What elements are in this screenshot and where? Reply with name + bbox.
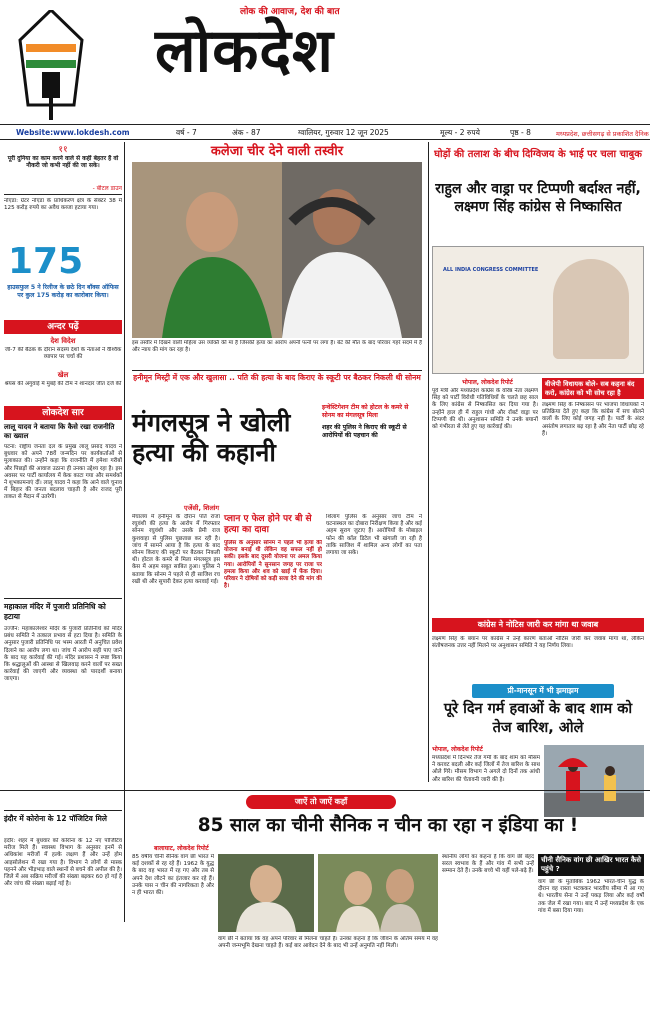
brief-item: नोएडा: ग्रेटर नोएडा के प्राधिकरण क्षेत्र के सेक्टर 38 में 125 करोड़ रुपये का अवैध कब्जा हटाया गया। bbox=[4, 198, 122, 212]
volume-year: वर्ष - 7 bbox=[176, 128, 197, 137]
page-count: पृष्ठ - 8 bbox=[510, 128, 531, 137]
issue-number: अंक - 87 bbox=[232, 128, 261, 137]
masthead-tagline: लोक की आवाज, देश की बात bbox=[240, 7, 340, 17]
price: मूल्य - 2 रुपये bbox=[440, 128, 480, 137]
kicker-text: हनीमून मिस्ट्री में एक और खुलासा .. पति की हत्या के बाद किराए के स्कूटी पर बैठकर निकली थी सोनम bbox=[133, 373, 421, 382]
stat-value: 175 bbox=[8, 241, 84, 282]
side-points bbox=[322, 404, 422, 504]
inside-section-header bbox=[4, 320, 122, 334]
right-headline: राहुल और वाड्रा पर टिप्पणी बर्दाश्त नहीं, लक्ष्मण सिंह कांग्रेस से निष्कासित bbox=[435, 181, 641, 215]
story-subhead: प्लान ए फेल होने पर बी से हत्या का दावा bbox=[224, 514, 312, 535]
saar-body: पटना: राष्ट्रीय जनता दल के प्रमुख लालू प्रसाद यादव ने बुधवार को अपने 78वें जन्मदिन पर कार्यकर्ताओं से मुलाकात की। उन्होंने कहा कि राजनीति में हमेशा गरीबों और पिछड़ों की आवाज उठाना ही उनका उद्देश्य रहा है। इस अवसर पर पार्टी कार्यालय में केक काटा गया और समर्थकों ने शुभकामनाएं दीं। लालू यादव ने कहा कि आने वाले चुनाव में बिहार की जनता बदलाव चाहती है और राजद पूरी ताकत से मैदान में उतरेगी। bbox=[4, 444, 122, 501]
right-body: पूर्व मंत्री और मध्यप्रदेश कांग्रेस के वरिष्ठ नेता लक्ष्मण सिंह को पार्टी विरोधी गतिविधियों के चलते छह साल के लिए कांग्रेस से निष्कासित कर दिया गया है। उन्होंने हाल ही में राहुल गांधी और रॉबर्ट वाड्रा पर टिप्पणी की थी। अनुशासन समिति ने उनके बयानों को गंभीरता से लेते हुए यह कार्रवाई की। bbox=[432, 388, 538, 431]
bottom-headline: 85 साल का चीनी सैनिक न चीन का रहा न इंडिया का ! bbox=[197, 815, 579, 836]
bottom-body-col3: स्थानीय लोगों का कहना है कि वांग छी बेहद सरल स्वभाव के हैं और गांव में सभी उन्हें सम्मान देते हैं। उनके बच्चे भी यहीं पले-बढ़े हैं। bbox=[442, 854, 534, 875]
quote-author: - बीटल डाउन bbox=[92, 185, 122, 192]
lead-headline: मंगलसूत्र ने खोली हत्या की कहानी bbox=[132, 408, 291, 467]
mahakal-body: उज्जैन: महाकालेश्वर मंदिर के पुजारी प्रतिनिधि को मंदिर प्रबंध समिति ने तत्काल प्रभाव से हटा दिया है। समिति के अनुसार पुजारी प्रतिनिधि पर भस्म आरती में अनुचित प्रवेश दिलाने का आरोप लगा था। जांच में आरोप सही पाए जाने के बाद यह कार्रवाई की गई। मंदिर प्रशासन ने स्पष्ट किया कि श्रद्धालुओं की आस्था से खिलवाड़ करने वालों पर सख्त कार्रवाई की जाएगी और व्यवस्था को पारदर्शी बनाया जाएगा। bbox=[4, 626, 122, 683]
saar-headline: लालू यादव ने बताया कि कैसे रखा राजनीति का ख्याल bbox=[4, 423, 115, 440]
column-divider bbox=[428, 142, 429, 782]
weather-byline: भोपाल, लोकदेश रिपोर्ट bbox=[432, 746, 483, 753]
ribbon-text: जाऐं तो जाऐं कहाँ bbox=[294, 797, 348, 806]
mahakal-headline: महाकाल मंदिर में पुजारी प्रतिनिधि को हटाया bbox=[4, 602, 106, 621]
indore-headline: इंदौर में कोरोना के 12 पॉजिटिव मिले bbox=[4, 814, 107, 823]
section-khel: खेल bbox=[57, 371, 69, 379]
bottom-body-col2: वांग छी ने बताया कि वह अपने परिवार से मिलना चाहते हैं। उनका कहना है कि जीवन के अंतिम समय में वह अपनी जन्मभूमि देखना चाहते हैं। कई बार आवेदन देने के बाद भी उन्हें अनुमति नहीं मिली। bbox=[218, 936, 438, 950]
stat-caption: हाउसफुल 5 ने रिलीज के छठे दिन बॉक्स ऑफिस पर कुल 175 करोड़ का कारोबार किया। bbox=[7, 284, 119, 299]
notice-body: लक्ष्मण सिंह के बयान पर कांग्रेस ने उन्हें कारण बताओ नोटिस जारी कर जवाब मांगा था, लेकिन संतोषजनक उत्तर नहीं मिलने पर अनुशासन समिति ने यह निर्णय लिया। bbox=[432, 636, 644, 650]
khel-teaser[interactable]: श्रेयस की अगुवाई में मुंबई की टीम ने शानदार जीत दर्ज की bbox=[4, 381, 122, 387]
bottom-photo-2 bbox=[318, 854, 438, 932]
bottom-photo-1 bbox=[218, 854, 314, 932]
weather-headline: पूरे दिन गर्म हवाओं के बाद शाम को तेज बारिश, ओले bbox=[443, 701, 633, 736]
edition-note: मध्यप्रदेश, छत्तीसगढ़ से प्रकाशित दैनिक bbox=[556, 130, 649, 138]
quote-text: पूरी दुनिया का काम करने वाले से कहीं बेहतर है वो नौकरी जो कभी नहीं की जा सके। bbox=[7, 155, 119, 170]
photo-title: कलेजा चीर देने वाली तस्वीर bbox=[210, 144, 344, 159]
weather-kicker-text: प्री-मानसून में भी झमाझम bbox=[507, 686, 579, 695]
bottom-ribbon bbox=[246, 795, 396, 809]
photo-caption: इस तस्वीर में दिखने वाली महिला उस व्यक्ति की मां है जिसकी हत्या का आरोप अपनी पत्नी पर लगा है। बेटे की मौत के बाद परिवार गहरे सदमे में है और न्याय की मांग कर रहा है। bbox=[132, 340, 422, 354]
notice-bar bbox=[432, 618, 644, 632]
story-byline: एजेंसी, शिलांग bbox=[184, 504, 220, 512]
divider bbox=[4, 598, 122, 599]
bjp-box bbox=[542, 378, 644, 614]
bottom-body-col1: 85 वर्षीय चीनी सैनिक वांग छी भारत में कई दशकों से रह रहे हैं। 1962 के युद्ध के बाद वह भारत में रह गए और तब से अपने देश लौटने का इंतजार कर रहे हैं। उनके पास न चीन की नागरिकता है और न ही भारत की। bbox=[132, 854, 214, 897]
bottom-side-box bbox=[538, 854, 644, 1020]
column-divider bbox=[124, 142, 125, 922]
letterhead-text: ALL INDIA CONGRESS COMMITTEE bbox=[443, 267, 539, 273]
bottom-byline: बालाघाट, लोकदेश रिपोर्ट bbox=[154, 845, 209, 852]
inside-section-label: अन्दर पढ़ें bbox=[47, 322, 79, 332]
indore-body: इंदौर: शहर में बुधवार को कोरोना के 12 नए पॉजिटिव मरीज मिले हैं। स्वास्थ्य विभाग के अनुसार इनमें से अधिकांश मरीजों में हल्के लक्षण हैं और उन्हें होम आइसोलेशन में रखा गया है। विभाग ने लोगों से मास्क पहनने और भीड़भाड़ वाले स्थानों से बचने की अपील की है। जिले में अब सक्रिय मरीजों की संख्या बढ़कर 60 हो गई है और जांच की संख्या बढ़ाई गई है। bbox=[4, 838, 122, 888]
weather-body: मध्यप्रदेश में दिनभर तेज गर्मी के बाद शाम को मौसम ने करवट बदली और कई जिलों में तेज बारिश के साथ ओले गिरे। मौसम विभाग ने अगले दो दिनों तक आंधी और बारिश की चेतावनी जारी की है। bbox=[432, 755, 540, 783]
person-photo bbox=[553, 259, 629, 359]
saar-section-label: लोकदेश सार bbox=[42, 408, 84, 418]
saar-section-header bbox=[4, 406, 122, 420]
desh-videsh-teaser[interactable]: जी-7 की बैठक के दौरान सदस्य देशों के नेताओं ने वैश्विक व्यापार पर चर्चा की bbox=[4, 347, 122, 361]
story-body-col3: शिलांग पुलिस के अनुसार जांच टीम ने घटनास्थल का दोबारा निरीक्षण किया है और कई अहम सुराग जुटाए हैं। आरोपियों के मोबाइल फोन की कॉल डिटेल भी खंगाली जा रही है ताकि साजिश में शामिल अन्य लोगों का पता लगाया जा सके। bbox=[326, 514, 422, 557]
website-link[interactable]: Website:www.lokdesh.com bbox=[16, 128, 130, 137]
letter-photo bbox=[432, 246, 644, 374]
newspaper-logo-emblem bbox=[12, 10, 90, 122]
bjp-headline: बीजेपी विधायक बोले- सब कहना बंद करो, कांग्रेस को भी सोच रहा है bbox=[542, 378, 644, 399]
side-body: वांग छी के मुताबिक 1962 भारत-चीन युद्ध के दौरान वह रास्ता भटककर भारतीय सीमा में आ गए थे। भारतीय सेना ने उन्हें पकड़ लिया और कई वर्षों तक जेल में रखा गया। बाद में उन्हें मध्यप्रदेश के एक गांव में बसा दिया गया। bbox=[538, 879, 644, 914]
section-desh-videsh: देश विदेश bbox=[50, 337, 76, 345]
story-subhead-box bbox=[224, 514, 322, 774]
weather-photo bbox=[544, 745, 644, 817]
left-column bbox=[4, 142, 122, 1022]
right-byline: भोपाल, लोकदेश रिपोर्ट bbox=[462, 379, 513, 386]
lead-photo bbox=[132, 162, 422, 338]
right-kicker bbox=[432, 148, 644, 161]
quote-number: ११ bbox=[58, 145, 68, 155]
story-kicker bbox=[132, 370, 422, 386]
notice-bar-text: कांग्रेस ने नोटिस जारी कर मांगा था जवाब bbox=[477, 620, 599, 629]
right-kicker-text: घोड़ों की तलाश के बीच दिग्विजय के भाई पर चला चाबुक bbox=[434, 149, 642, 160]
section-divider bbox=[0, 790, 650, 791]
story-body-col1: मेघालय में हनीमून के दौरान पति राजा रघुवंशी की हत्या के आरोप में गिरफ्तार सोनम रघुवंशी और उसके प्रेमी राज कुशवाहा से पुलिस पूछताछ कर रही है। जांच में सामने आया है कि हत्या के बाद सोनम किराए की स्कूटी पर बैठकर निकली थी। होटल के कमरे से मिला मंगलसूत्र इस केस में अहम सबूत साबित हुआ। पुलिस ने बताया कि सोनम ने पहले से ही साजिश रच रखी थी और सुपारी देकर हत्या करवाई गई। bbox=[132, 514, 220, 585]
lead-photo-block bbox=[132, 144, 422, 366]
masthead-info-bar bbox=[0, 124, 650, 140]
side-point: शहर की पुलिस ने किराए की स्कूटी से आरोपियों की पहचान की bbox=[322, 424, 407, 439]
newspaper-title: लोकदेश bbox=[155, 16, 334, 86]
divider bbox=[4, 810, 122, 811]
story-body-col2: पुलिस के अनुसार सोनम ने पहले भी हत्या की योजना बनाई थी लेकिन वह सफल नहीं हो सकी। इसके बाद दूसरी योजना पर अमल किया गया। आरोपियों ने सुनसान जगह पर राजा पर हमला किया और शव को खाई में फेंक दिया। परिवार ने दोषियों को कड़ी सजा देने की मांग की है। bbox=[224, 540, 322, 590]
divider bbox=[4, 194, 122, 195]
dateline: ग्वालियर, गुरुवार 12 जून 2025 bbox=[298, 128, 389, 137]
bjp-body: लक्ष्मण सिंह के निष्कासन पर भाजपा विधायकों ने प्रतिक्रिया देते हुए कहा कि कांग्रेस में सच बोलने वालों के लिए कोई जगह नहीं है। पार्टी के अंदर असंतोष लगातार बढ़ रहा है और नेता पार्टी छोड़ रहे हैं। bbox=[542, 402, 644, 437]
side-headline: चीनी सैनिक वांग छी आखिर भारत कैसे पहुंचे ? bbox=[538, 854, 644, 876]
weather-kicker bbox=[472, 684, 614, 698]
side-point: इन्वेस्टिगेशन टीम को होटल के कमरे से सोनम का मंगलसूत्र मिला bbox=[322, 404, 409, 419]
